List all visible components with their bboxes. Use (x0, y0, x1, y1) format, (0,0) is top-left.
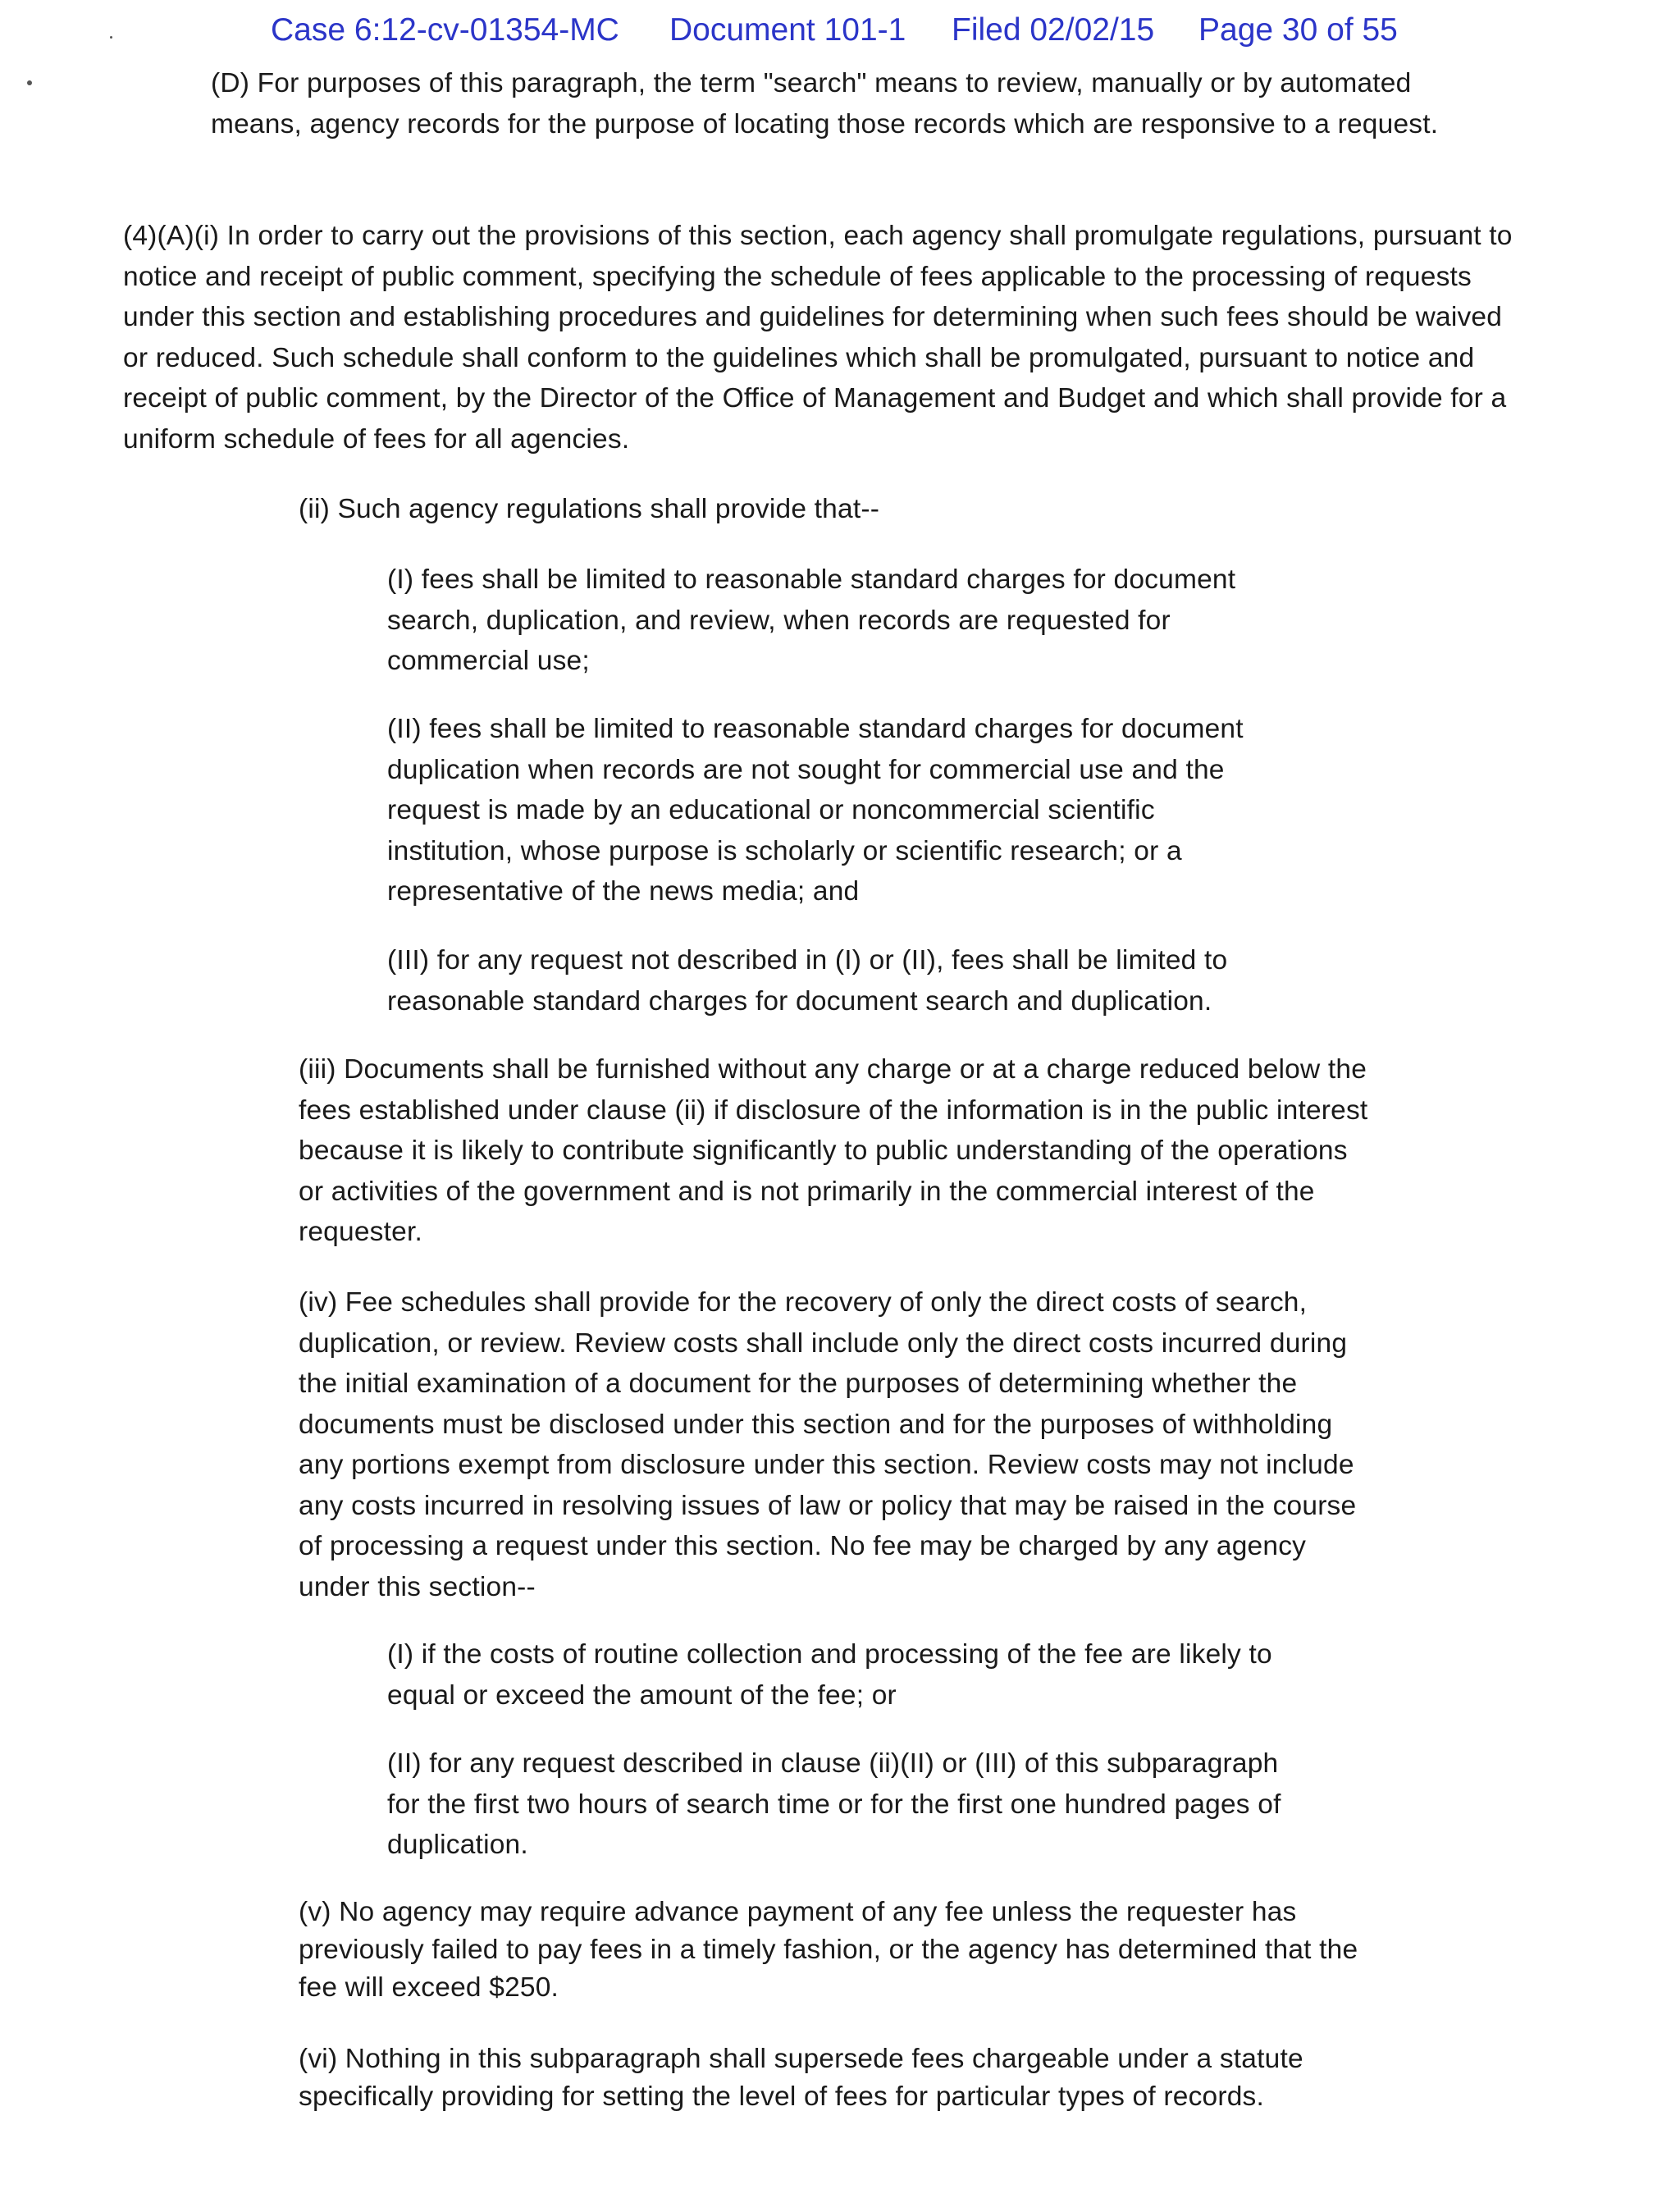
paragraph-vi: (vi) Nothing in this subparagraph shall supersede fees chargeable under a statute specifically providing for setting the level of fees for particular types of records. (299, 2044, 1303, 2112)
scan-speck (110, 36, 112, 39)
scan-speck (27, 80, 32, 85)
paragraph-ii-ii: (II) fees shall be limited to reasonable standard charges for document duplication when records are not sought for commercial use and the request is made by an educational or noncommercial scientific institution, whose purpose is scholarly or scientific research; or a representative of the news media; and (387, 714, 1244, 907)
paragraph-d-search-definition: (D) For purposes of this paragraph, the term "search" means to review, manually or by automated means, agency records for the purpose of locating those records which are responsive to a request. (211, 68, 1439, 139)
paragraph-iv: (iv) Fee schedules shall provide for the recovery of only the direct costs of search, duplication, or review. Review costs shall include only the direct costs incurred during the initial examination of a document for the purposes of determining whether the documents must be disclosed under this section and for the purposes of withholding any portions exempt from disclosure under this section. Review costs may not include any costs incurred in resolving issues of law or policy that may be raised in the course of processing a request under this section. No fee may be charged by any agency under this section-- (299, 1287, 1357, 1602)
document-number: Document 101-1 (669, 12, 906, 48)
paragraph-iv-i: (I) if the costs of routine collection and processing of the fee are likely to equal or exceed the amount of the fee; or (387, 1639, 1272, 1711)
paragraph-v: (v) No agency may require advance payment of any fee unless the requester has previously failed to pay fees in a timely fashion, or the agency has determined that the fee will exceed $250. (299, 1897, 1358, 2003)
paragraph-ii-iii: (III) for any request not described in (I) or (II), fees shall be limited to reasonable standard charges for document search and duplication. (387, 945, 1228, 1017)
paragraph-iii: (iii) Documents shall be furnished without any charge or at a charge reduced below the fees established under clause (ii) if disclosure of the information is in the public interest because it is likely to contribute significantly to public understanding of the operations or activities of the government and is not primarily in the commercial interest of the requester. (299, 1054, 1368, 1247)
case-number: Case 6:12-cv-01354-MC (271, 12, 619, 48)
page-number: Page 30 of 55 (1198, 12, 1398, 48)
filed-date: Filed 02/02/15 (952, 12, 1155, 48)
paragraph-iv-ii: (II) for any request described in clause (ii)(II) or (III) of this subparagraph for the first two hours of search time or for the first one hundred pages of duplication. (387, 1748, 1281, 1860)
paragraph-ii: (ii) Such agency regulations shall provide that-- (299, 494, 880, 524)
paragraph-ii-i: (I) fees shall be limited to reasonable standard charges for document search, duplication, and review, when records are requested for commercial use; (387, 564, 1236, 676)
paragraph-4-a-i: (4)(A)(i) In order to carry out the provisions of this section, each agency shall promulgate regulations, pursuant to notice and receipt of public comment, specifying the schedule of fees applicable to the processing of requests under this section and establishing procedures and guidelines for determining when such fees should be waived or reduced. Such schedule shall conform to the guidelines which shall be promulgated, pursuant to notice and receipt of public comment, by the Director of the Office of Management and Budget and which shall provide for a uniform schedule of fees for all agencies. (123, 221, 1513, 455)
